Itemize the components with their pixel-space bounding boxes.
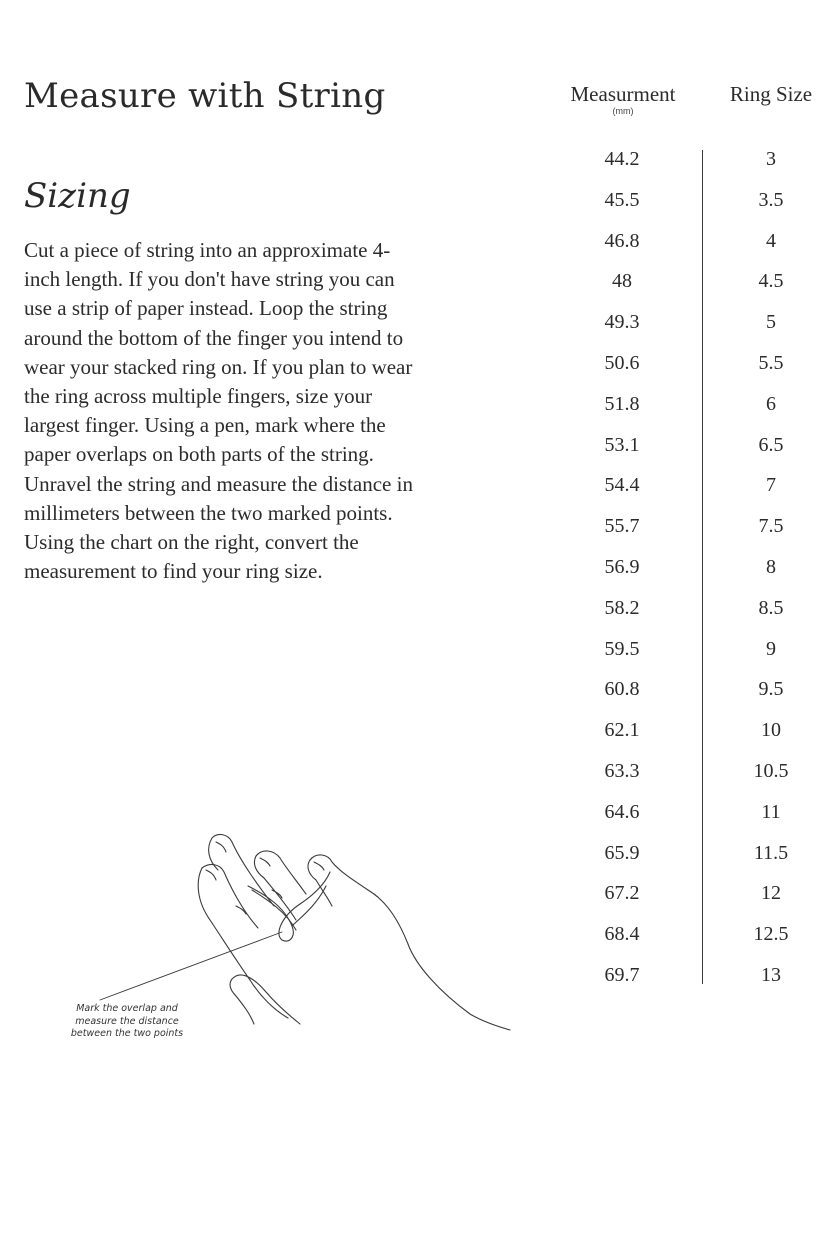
ring-size-cell: 4: [766, 229, 776, 252]
table-row: [558, 960, 830, 1001]
table-row: [558, 470, 830, 511]
ring-size-column-header: Ring Size: [729, 82, 813, 106]
ring-size-cell: 5.5: [758, 351, 784, 374]
section-title: Sizing: [24, 176, 131, 216]
ring-size-cell: 10: [761, 719, 781, 742]
measurement-cell: 59.5: [604, 637, 640, 660]
measurement-cell: 65.9: [604, 841, 640, 864]
measurement-cell: 53.1: [604, 433, 640, 456]
unit-label: (mm): [612, 106, 634, 116]
ring-size-cell: 12.5: [753, 923, 789, 946]
table-row: [558, 511, 830, 552]
table-row: [558, 348, 830, 389]
illustration-caption: [62, 1003, 192, 1041]
ring-size-table: [558, 144, 830, 1001]
ring-size-cell: 3: [766, 148, 776, 170]
table-row: [558, 389, 830, 430]
ring-size-cell: 7: [766, 474, 776, 497]
ring-size-cell: 8.5: [758, 596, 784, 619]
ring-size-cell: 11: [761, 800, 781, 823]
ring-size-cell: 13: [761, 963, 781, 986]
table-row: [558, 307, 830, 348]
table-row: [558, 144, 830, 185]
instructions-text: Cut a piece of string into an approximate 4-inch length. If you don't have string you can use a strip of paper instead. Loop the string around the bottom of the finger you intend to wear your stacked ring on. If you plan to wear the ring across multiple fingers, size your largest finger. Using a pen, mark where the paper overlaps on both parts of the string. Unravel the string and measure the distance in millimeters between the two marked points. Using the chart on the right, convert the measurement to find your ring size.: [24, 238, 413, 584]
caption-line: between the two points: [70, 1028, 184, 1039]
table-row: [558, 838, 830, 879]
measurement-cell: 60.8: [604, 678, 640, 701]
ring-size-cell: 9: [766, 637, 776, 660]
ring-size-cell: 6.5: [758, 433, 784, 456]
measurement-cell: 64.6: [604, 800, 640, 823]
table-row: [558, 593, 830, 634]
ring-size-cell: 8: [766, 555, 776, 578]
ring-size-cell: 6: [766, 392, 776, 415]
measurement-cell: 54.4: [604, 474, 640, 497]
table-row: [558, 226, 830, 267]
ring-size-cell: 12: [761, 882, 781, 905]
ring-size-cell: 11.5: [753, 841, 789, 864]
measurement-cell: 48: [612, 270, 632, 293]
table-row: [558, 552, 830, 593]
measurement-cell: 55.7: [604, 515, 640, 538]
table-row: [558, 674, 830, 715]
measurement-column-header: Measurment: [570, 82, 676, 106]
caption-line: Mark the overlap and: [76, 1003, 178, 1014]
ring-size-cell: 5: [766, 311, 776, 334]
measurement-cell: 51.8: [604, 392, 640, 415]
page-title: Measure with String: [24, 76, 386, 116]
table-row: [558, 797, 830, 838]
ring-size-cell: 9.5: [758, 678, 784, 701]
table-row: [558, 634, 830, 675]
measurement-cell: 46.8: [604, 229, 640, 252]
ring-size-cell: 7.5: [758, 515, 784, 538]
measurement-cell: 45.5: [604, 188, 640, 211]
caption-line: measure the distance: [75, 1015, 179, 1027]
measurement-cell: 56.9: [604, 555, 640, 578]
measurement-cell: 63.3: [604, 759, 640, 782]
measurement-cell: 50.6: [604, 351, 640, 374]
measurement-cell: 68.4: [604, 923, 640, 946]
table-row: [558, 715, 830, 756]
table-row: [558, 919, 830, 960]
measurement-cell: 69.7: [604, 963, 640, 986]
table-row: [558, 185, 830, 226]
measurement-cell: 49.3: [604, 311, 640, 334]
measurement-cell: 44.2: [604, 148, 640, 170]
ring-size-cell: 10.5: [753, 759, 789, 782]
measurement-cell: 62.1: [604, 719, 640, 742]
table-row: [558, 878, 830, 919]
ring-size-cell: 4.5: [758, 270, 784, 293]
measurement-cell: 67.2: [604, 882, 640, 905]
table-row: [558, 430, 830, 471]
table-row: [558, 266, 830, 307]
measurement-cell: 58.2: [604, 596, 640, 619]
table-row: [558, 756, 830, 797]
ring-size-cell: 3.5: [758, 188, 784, 211]
